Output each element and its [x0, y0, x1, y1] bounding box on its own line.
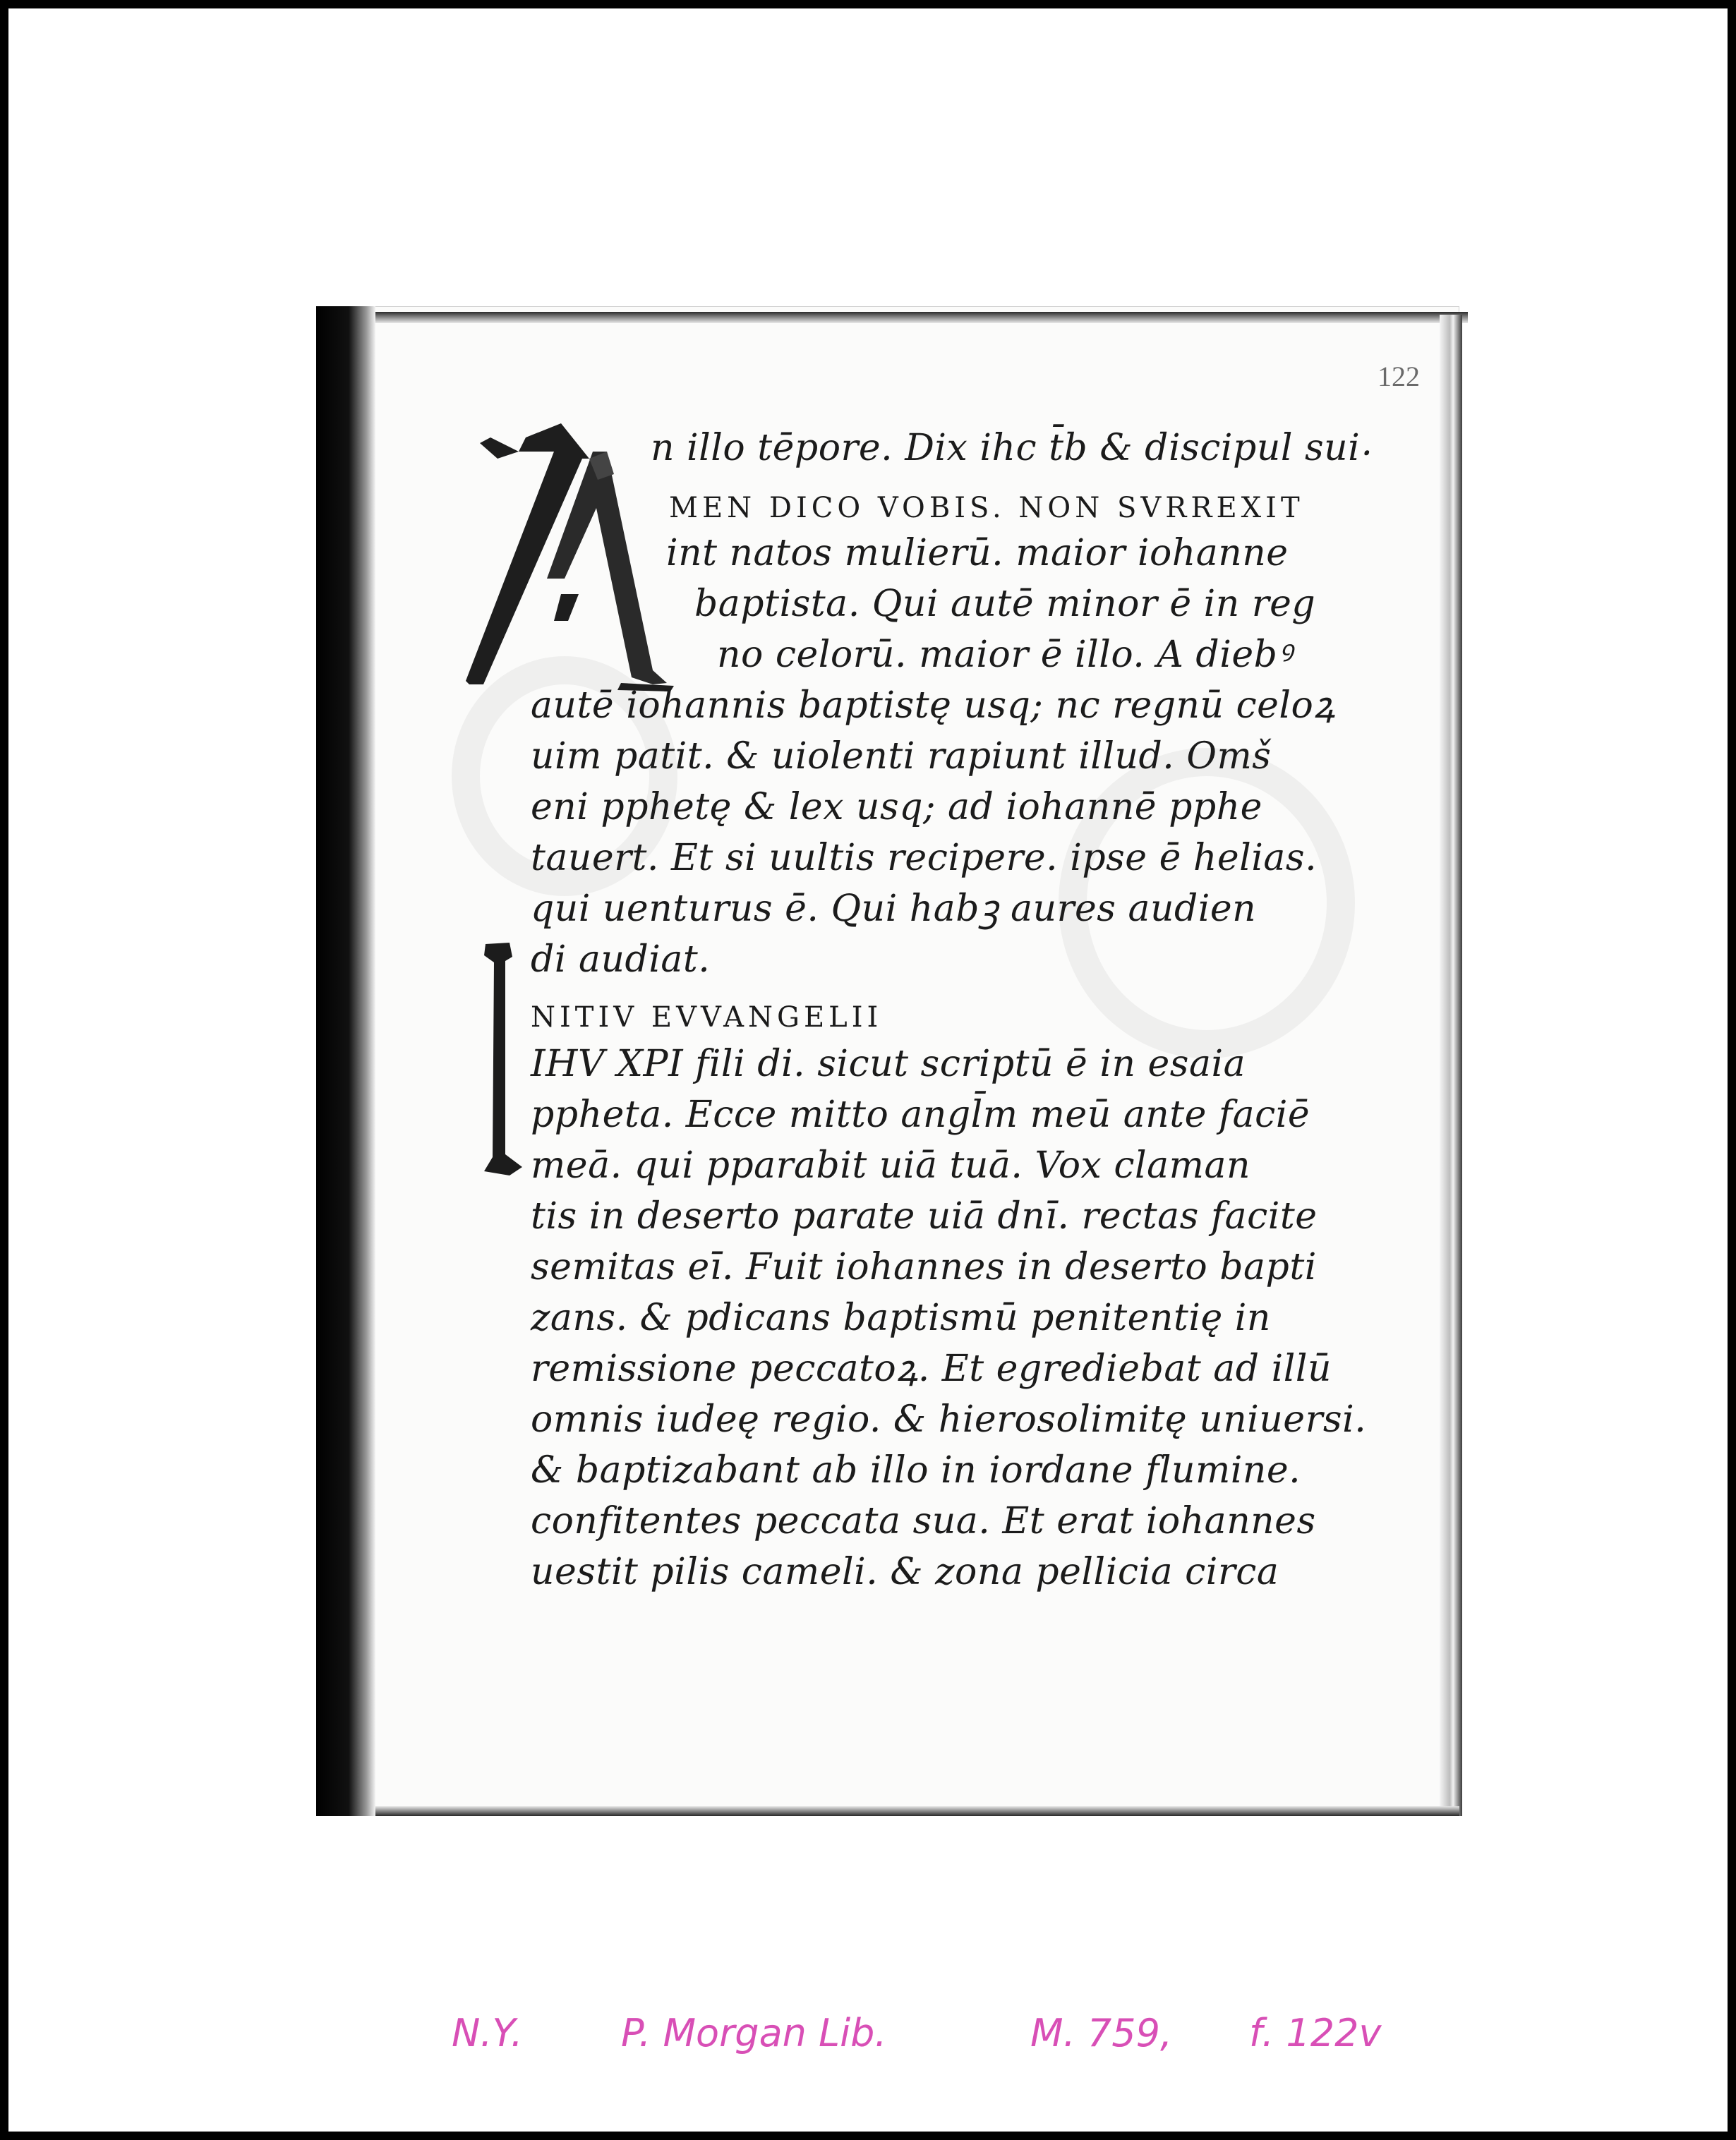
- manuscript-line: tauert. Et si uultis recipere. ipse ē helias.: [531, 837, 1318, 879]
- manuscript-line: baptista. Qui autē minor ē in reg: [694, 583, 1316, 625]
- manuscript-line: uestit pilis cameli. & zona pellicia circa: [531, 1551, 1279, 1593]
- manuscript-line: di audiat.: [531, 938, 711, 981]
- caption-folio: f. 122v: [1249, 2011, 1382, 2055]
- manuscript-line: & baptizabant ab illo in iordane flumine.: [531, 1449, 1301, 1492]
- manuscript-line: IHV XPI fili di. sicut scriptū ē in esaia: [531, 1043, 1246, 1085]
- caption-place: N.Y.: [452, 2011, 523, 2055]
- caption-library: P. Morgan Lib.: [621, 2011, 887, 2055]
- manuscript-line: eni pphetę & lex usq; ad iohannē pphe: [531, 786, 1262, 828]
- leaf-top-edge: [325, 312, 1468, 323]
- manuscript-line: zans. & pdicans baptismū penitentię in: [531, 1297, 1271, 1339]
- manuscript-line: meā. qui pparabit uiā tuā. Vox claman: [531, 1144, 1250, 1187]
- decorated-initial-a: [441, 409, 674, 691]
- manuscript-line: MEN DICO VOBIS. NON SVRREXIT: [669, 492, 1304, 524]
- gutter-shadow: [316, 306, 375, 1816]
- manuscript-line: qui uenturus ē. Qui habꝫ aures audien: [531, 888, 1257, 930]
- manuscript-line: omnis iudeę regio. & hierosolimitę uniuersi.: [531, 1398, 1367, 1441]
- manuscript-line: remissione peccatoꝝ. Et egrediebat ad illū: [531, 1348, 1332, 1390]
- leaf-right-edge: [1440, 315, 1462, 1816]
- manuscript-line: NITIV EVVANGELII: [531, 1001, 883, 1034]
- manuscript-line: tis in deserto parate uiā dnī. rectas facite: [531, 1195, 1318, 1238]
- decorated-initial-i: [481, 943, 525, 1175]
- manuscript-line: confitentes peccata sua. Et erat iohannes: [531, 1500, 1316, 1542]
- manuscript-line: int natos mulierū. maior iohanne: [666, 532, 1289, 574]
- caption-shelfmark: M. 759,: [1030, 2011, 1173, 2055]
- manuscript-line: uim patit. & uiolenti rapiunt illud. Omš: [531, 735, 1272, 778]
- manuscript-line: autē iohannis baptistę usq; nc regnū celoꝝ: [531, 684, 1335, 727]
- manuscript-line: semitas eī. Fuit iohannes in deserto bapti: [531, 1246, 1317, 1288]
- folio-number: 122: [1378, 361, 1420, 392]
- manuscript-line: ppheta. Ecce mitto angl̄m meū ante faciē: [531, 1094, 1310, 1136]
- manuscript-line: n illo tēpore. Dix ihc t̄b & discipul sui⸳: [651, 427, 1370, 469]
- leaf-bottom-edge: [323, 1806, 1459, 1816]
- manuscript-line: no celorū. maior ē illo. A diebꝰ: [717, 634, 1292, 676]
